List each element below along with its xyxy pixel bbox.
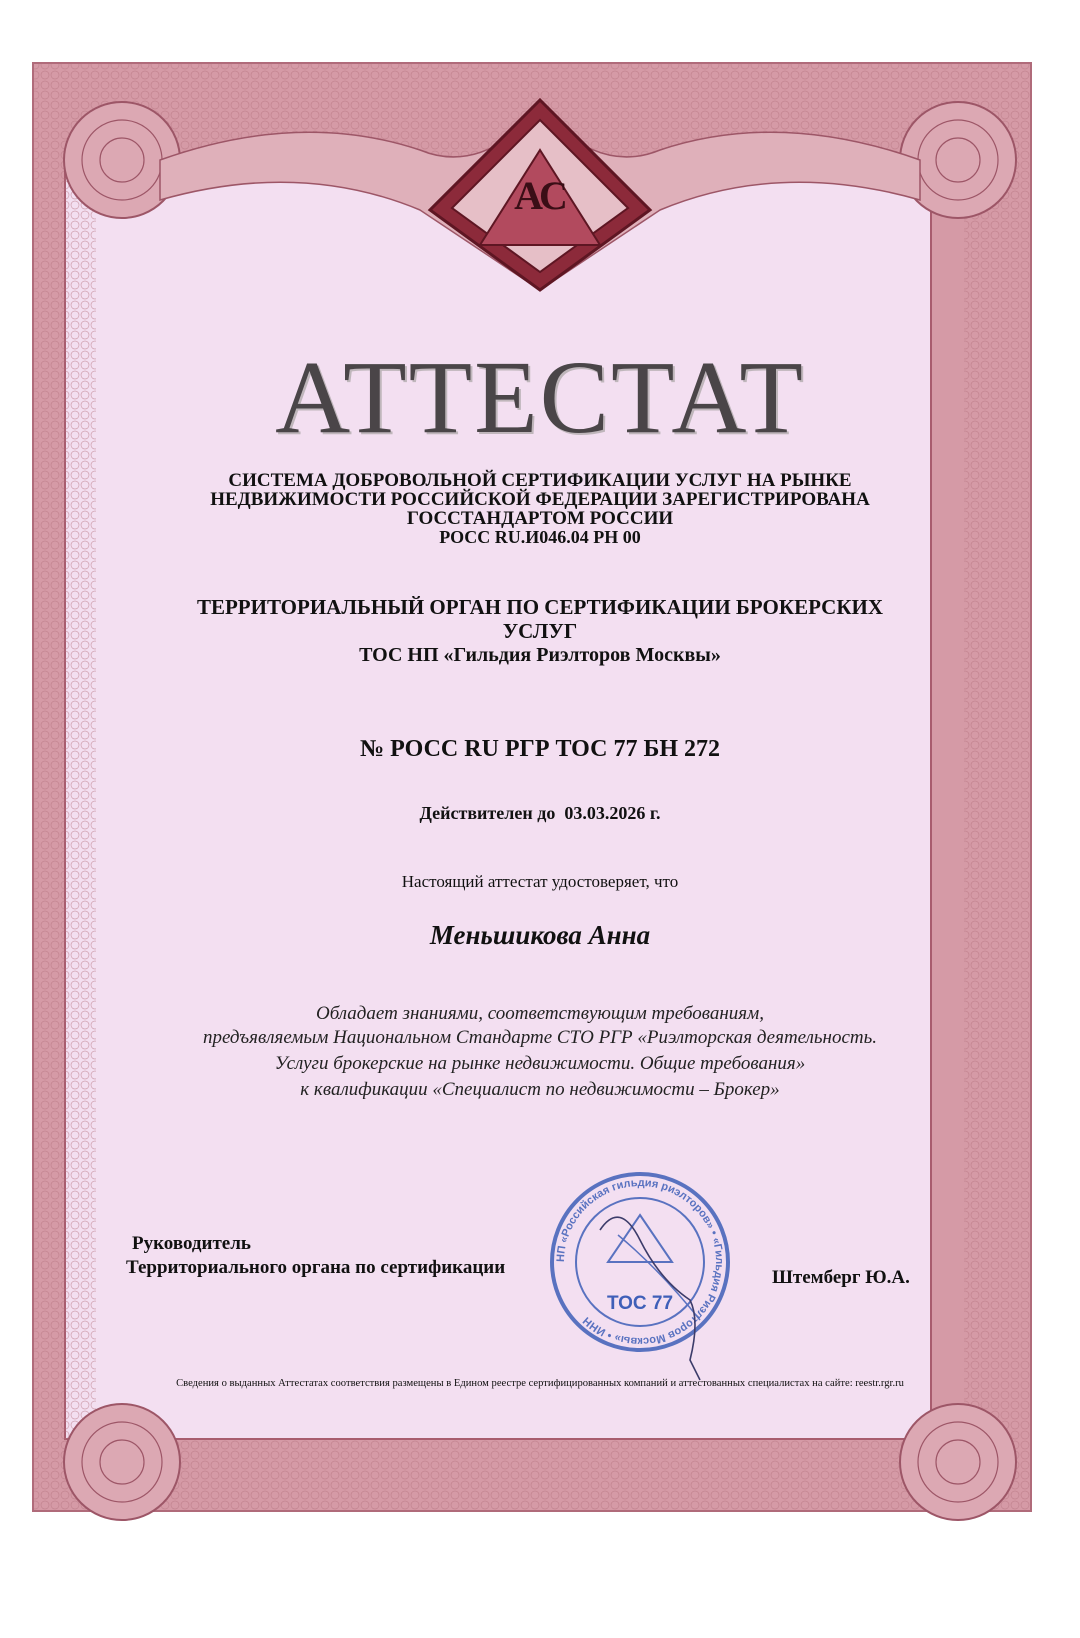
certificate-title: АТТЕСТАТ — [275, 340, 805, 455]
stamp-center-text: ТОС 77 — [606, 1293, 674, 1314]
qualification-line-3: Услуги брокерские на рынке недвижимости. Общие требования» — [274, 1053, 806, 1074]
organ-line-2: УСЛУГ — [502, 619, 578, 643]
registry-footer: Сведения о выданных Аттестатах соответствия размещены в Едином реестре сертифицированных компаний и аттестованных специалистах на сайте: reestr.rgr.ru — [176, 1378, 904, 1389]
qualification-line-2: предъявляемым Национальном Стандарте СТО РГР «Риэлторская деятельность. — [202, 1027, 878, 1048]
system-registration-code: РОСС RU.И046.04 РН 00 — [439, 527, 641, 547]
qualification-line-4: к квалификации «Специалист по недвижимости – Брокер» — [300, 1079, 780, 1100]
signature — [600, 1217, 700, 1380]
system-line-3: ГОССТАНДАРТОМ РОССИИ — [406, 508, 674, 529]
signer-role-1: Руководитель — [132, 1233, 251, 1254]
organ-line-1: ТЕРРИТОРИАЛЬНЫЙ ОРГАН ПО СЕРТИФИКАЦИИ БРОКЕРСКИХ — [196, 595, 884, 619]
certificate-number: № РОСС RU РГР ТОС 77 БН 272 — [359, 736, 721, 762]
stamp-ring-text: НП «Российская гильдия риэлторов» • «Гильдия Риэлторов Москвы» • ИНН — [554, 1176, 726, 1348]
organ-name: ТОС НП «Гильдия Риэлторов Москвы» — [359, 644, 721, 666]
system-line-2: НЕДВИЖИМОСТИ РОССИЙСКОЙ ФЕДЕРАЦИИ ЗАРЕГИСТРИРОВАНА — [210, 489, 870, 510]
valid-until: Действителен до 03.03.2026 г. — [419, 803, 661, 823]
holder-name: Меньшикова Анна — [429, 920, 651, 950]
signer-name: Штемберг Ю.А. — [772, 1267, 910, 1288]
logo-letters: АС — [514, 173, 566, 218]
certifies-text: Настоящий аттестат удостоверяет, что — [401, 872, 679, 891]
system-line-1: СИСТЕМА ДОБРОВОЛЬНОЙ СЕРТИФИКАЦИИ УСЛУГ НА РЫНКЕ — [228, 470, 852, 491]
signer-role-2: Территориального органа по сертификации — [126, 1257, 506, 1278]
qualification-line-1: Обладает знаниями, соответствующим требованиям, — [315, 1003, 765, 1024]
